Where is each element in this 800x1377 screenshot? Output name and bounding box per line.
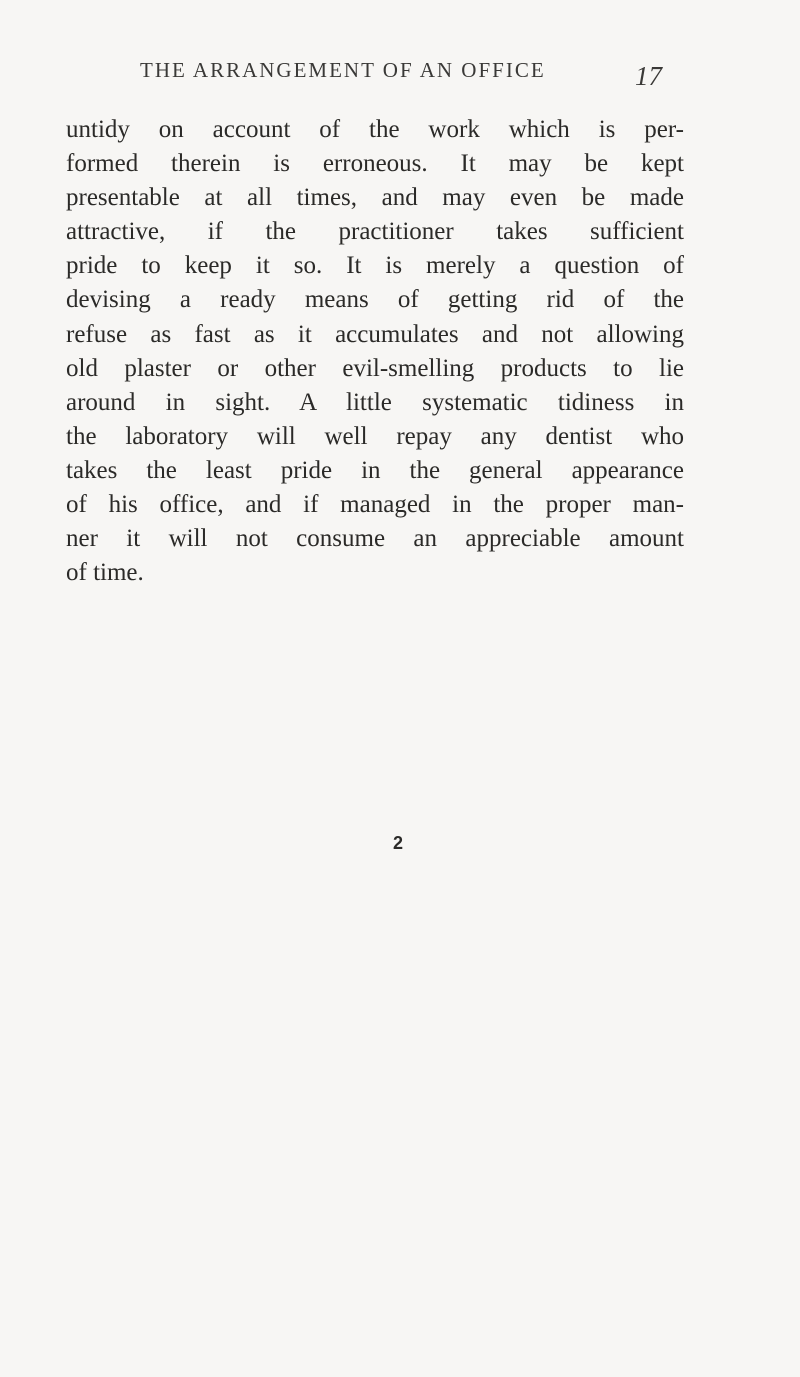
text-line: the laboratory will well repay any dentist who bbox=[66, 422, 684, 450]
text-line: untidy on account of the work which is per- bbox=[66, 116, 684, 143]
page-number: 17 bbox=[635, 61, 662, 91]
running-head bbox=[140, 58, 662, 91]
text-line: old plaster or other evil-smelling products to lie bbox=[66, 354, 684, 382]
signature-mark: 2 bbox=[393, 833, 404, 853]
text-line: formed therein is erroneous. It may be kept bbox=[66, 150, 684, 178]
text-line: devising a ready means of getting rid of the bbox=[66, 286, 684, 314]
text-line: refuse as fast as it accumulates and not allowing bbox=[66, 320, 684, 348]
text-line: attractive, if the practitioner takes sufficient bbox=[66, 218, 684, 246]
running-title: THE ARRANGEMENT OF AN OFFICE bbox=[140, 58, 546, 82]
body-paragraph bbox=[66, 113, 684, 590]
text-line: ner it will not consume an appreciable amount bbox=[66, 525, 684, 553]
text-line: of time. bbox=[66, 559, 144, 587]
text-line: of his office, and if managed in the proper man- bbox=[66, 491, 684, 519]
text-line: around in sight. A little systematic tidiness in bbox=[66, 388, 684, 416]
text-line: pride to keep it so. It is merely a question of bbox=[66, 252, 684, 280]
text-line: takes the least pride in the general appearance bbox=[66, 456, 684, 484]
text-line: presentable at all times, and may even be made bbox=[66, 184, 684, 212]
